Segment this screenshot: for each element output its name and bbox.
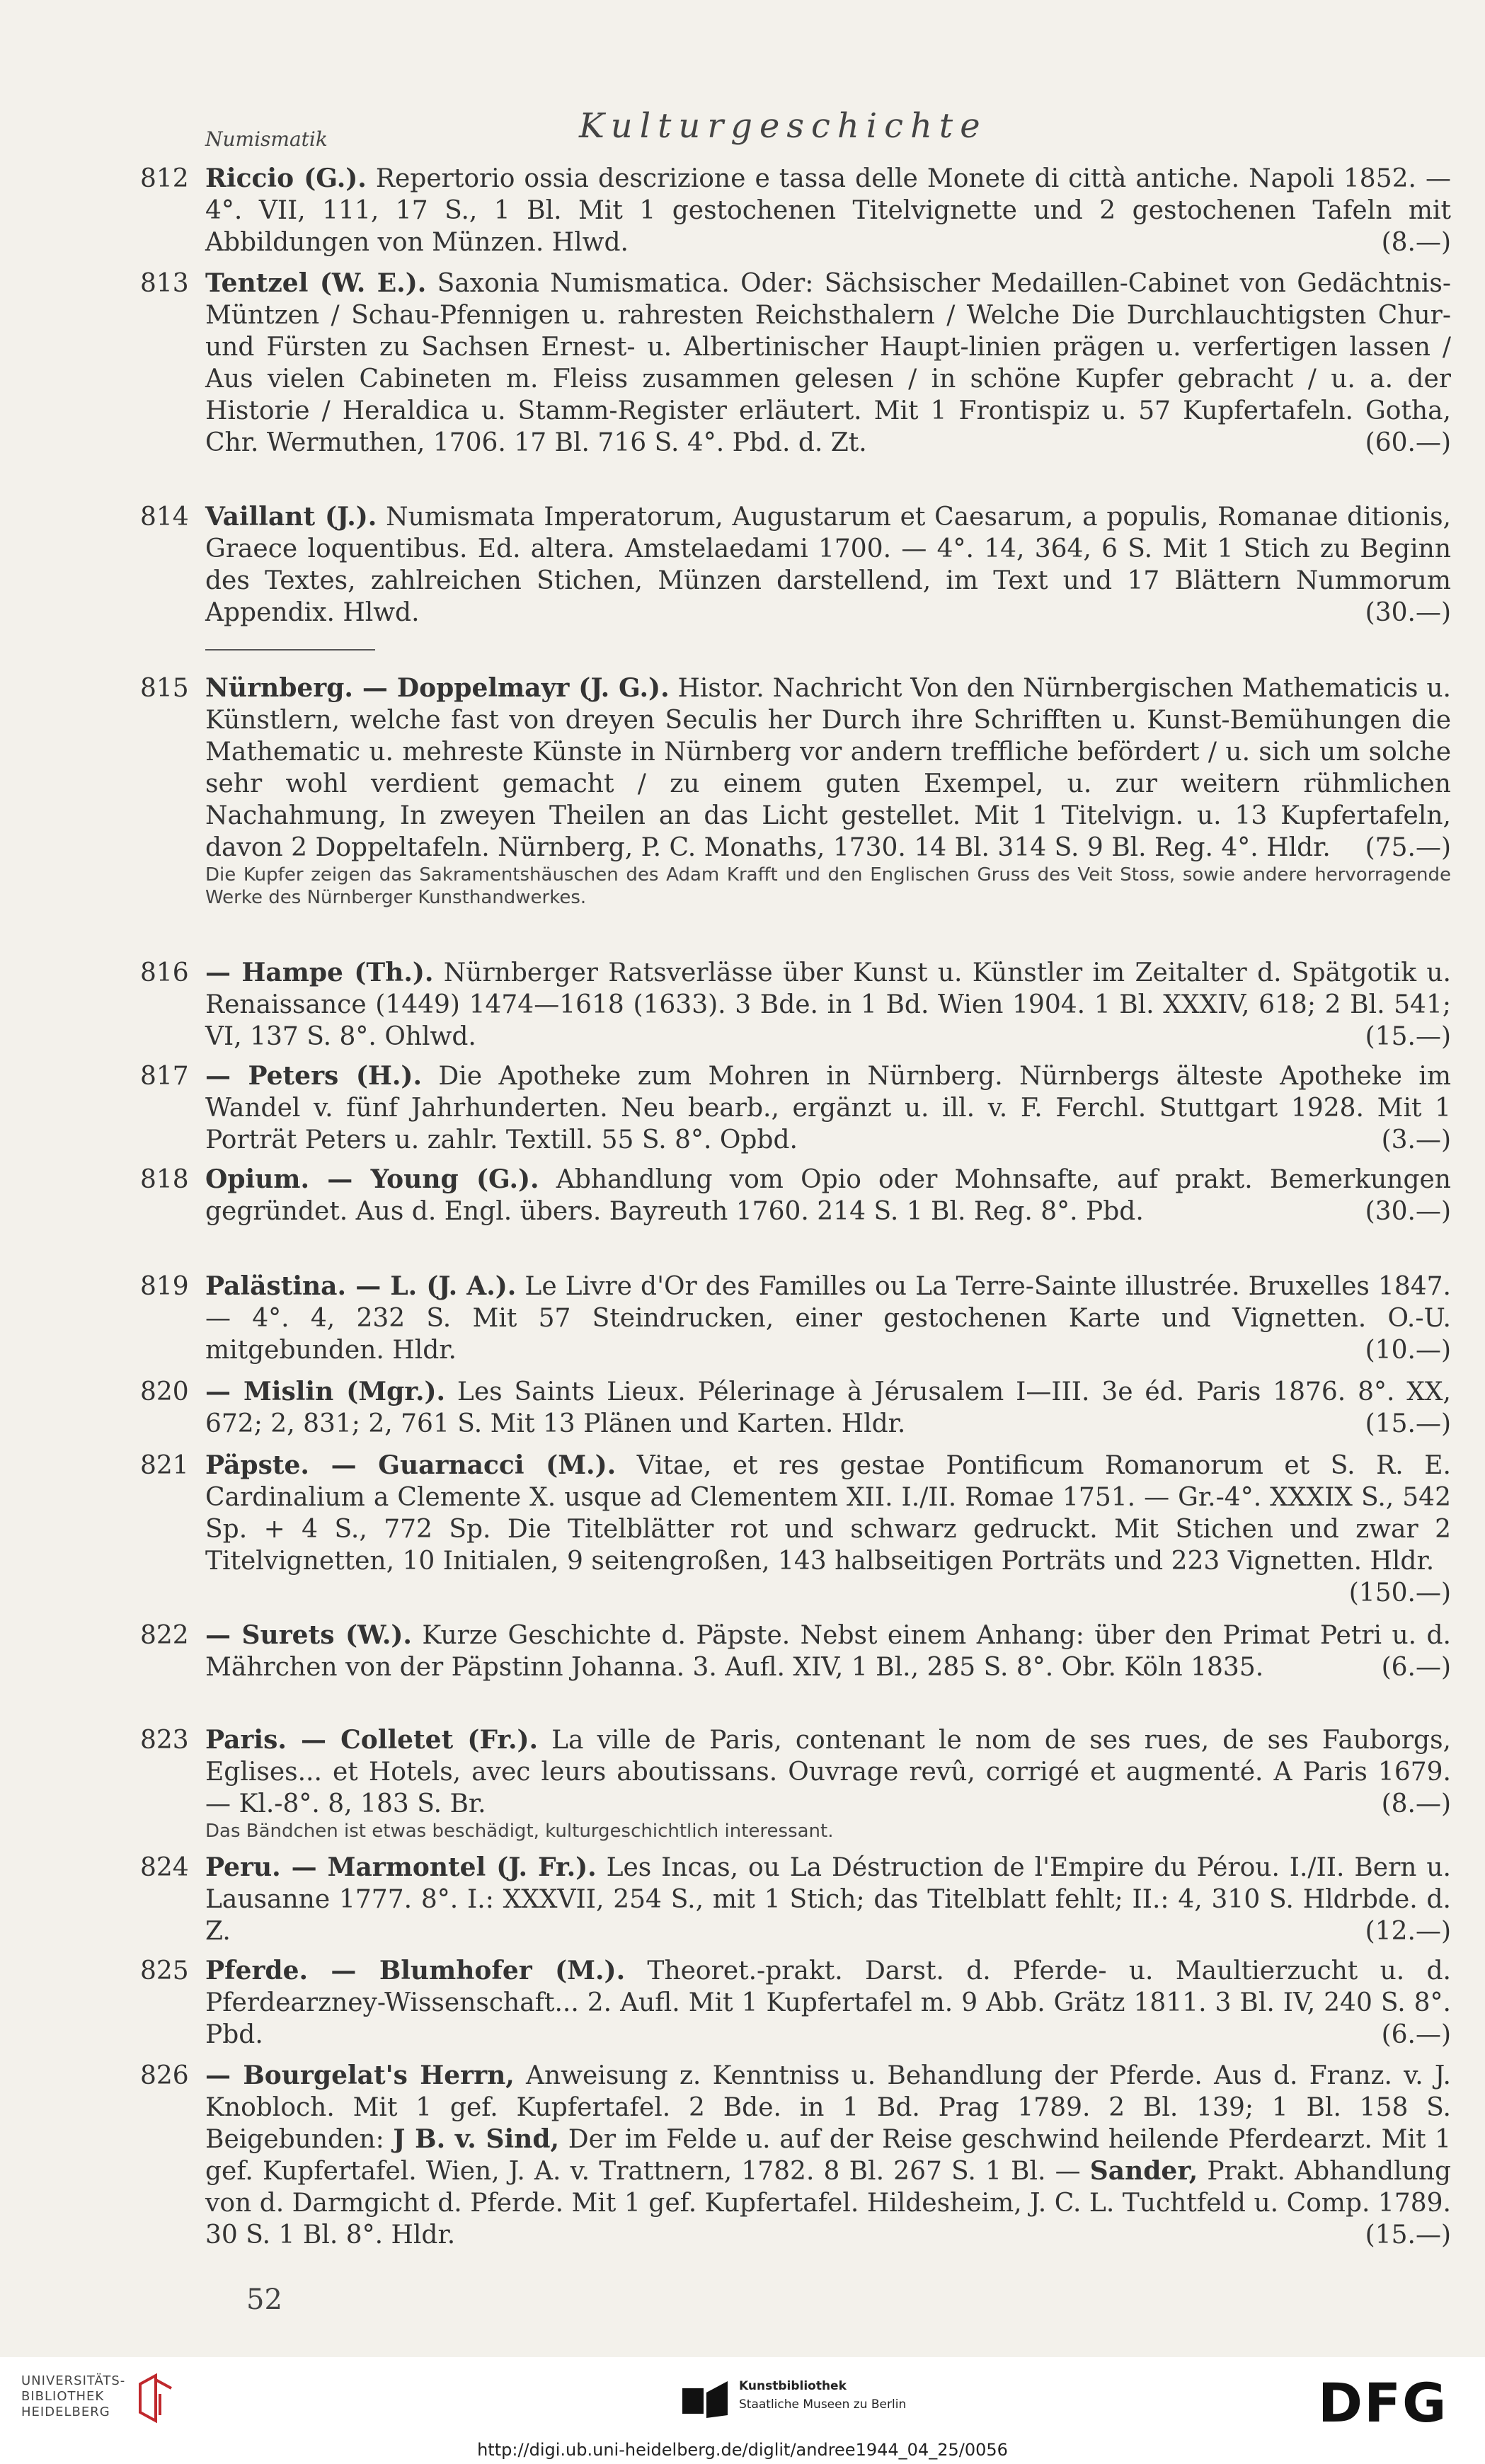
section-label: Numismatik <box>205 127 328 151</box>
entry-price: (6.—) <box>1381 1653 1451 1682</box>
entry-description: Le Livre d'Or des Familles ou La Terre-Sainte illustrée. Bruxelles 1847. — 4°. 4, 232 S. Mit 57 Steindrucken, einer gestochenen Karte und Vignetten. O.-U. mitgebunden. Hldr. <box>205 1272 1451 1365</box>
ub-heidelberg-logo <box>21 2373 125 2420</box>
entry-number: 825 <box>140 1956 189 1985</box>
entry-price: (15.—) <box>1365 1409 1451 1438</box>
entry-number: 824 <box>140 1853 189 1882</box>
entry-price: (60.—) <box>1365 428 1451 457</box>
entry-description: Numismata Imperatorum, Augustarum et Caesarum, a populis, Romanae ditionis, Graece loquentibus. Ed. altera. Amstelaedami 1700. — 4°. 14, 364, 6 S. Mit 1 Stich zu Beginn des Textes, zahlreichen Stichen, Münzen darstellend, im Text und 17 Blättern Nummorum Appendix. Hlwd. <box>205 503 1451 627</box>
entry-description: Theoret.-prakt. Darst. d. Pferde- u. Maultierzucht u. d. Pferdearzney-Wissenschaft... 2. Aufl. Mit 1 Kupfertafel m. 9 Abb. Grätz 1811. 3 Bl. IV, 240 S. 8°. Pbd. <box>205 1956 1451 2049</box>
entry-author: Peru. — Marmontel (J. Fr.). <box>205 1852 597 1882</box>
entry-description: Nürnberger Ratsverlässe über Kunst u. Künstler im Zeitalter d. Spätgotik u. Renaissance (1449) 1474—1618 (1633). 3 Bde. in 1 Bd. Wien 1904. 1 Bl. XXXIV, 618; 2 Bl. 541; VI, 137 S. 8°. Ohlwd. <box>205 958 1452 1051</box>
entry-price: (15.—) <box>1365 2221 1451 2250</box>
entry-author: — Bourgelat's Herrn, <box>205 2061 515 2090</box>
entry-number: 815 <box>140 674 189 703</box>
entry-price: (8.—) <box>1381 228 1451 257</box>
entry-description: Repertorio ossia descrizione e tassa delle Monete di città antiche. Napoli 1852. — 4°. VII, 111, 17 S., 1 Bl. Mit 1 gestochenen Titelvignette und 2 gestochenen Tafeln mit Abbildungen von Münzen. Hlwd. <box>205 164 1451 257</box>
kunstbibliothek-label <box>739 2377 906 2414</box>
entry-note: Die Kupfer zeigen das Sakramentshäuschen des Adam Krafft und den Englischen Gruss des Veit Stoss, sowie andere hervorragende Werke des Nürnberger Kunsthandwerkes. <box>205 864 1451 908</box>
entry-description: Kurze Geschichte d. Päpste. Nebst einem Anhang: über den Primat Petri u. d. Mährchen von der Päpstinn Johanna. 3. Aufl. XIV, 1 Bl., 285 S. 8°. Obr. Köln 1835. <box>205 1621 1451 1682</box>
entry-number: 822 <box>140 1621 189 1650</box>
ub-logo-line: BIBLIOTHEK <box>21 2389 105 2404</box>
entry-number: 821 <box>140 1451 189 1480</box>
entry-author: Paris. — Colletet (Fr.). <box>205 1725 539 1755</box>
entry-author: Tentzel (W. E.). <box>205 268 427 298</box>
entry-price: (30.—) <box>1365 1197 1451 1226</box>
dfg-logo: DFG <box>1318 2371 1448 2434</box>
entry-author-secondary: J B. v. Sind, <box>393 2124 560 2154</box>
entry-price: (3.—) <box>1381 1125 1451 1154</box>
entry-price: (8.—) <box>1381 1789 1451 1818</box>
entry-price: (75.—) <box>1365 833 1451 862</box>
page-number: 52 <box>246 2284 282 2316</box>
kb-subtitle: Staatliche Museen zu Berlin <box>739 2397 907 2412</box>
entry-number: 814 <box>140 503 189 532</box>
digitization-footer <box>0 2357 1485 2464</box>
entry-description: Vitae, et res gestae Pontificum Romanorum et S. R. E. Cardinalium a Clemente X. usque ad Clementem XII. I./II. Romae 1751. — Gr.-4°. XXXIX S., 542 Sp. + 4 S., 772 Sp. Die Titelblätter rot und schwarz gedruckt. Mit Stichen und zwar 2 Titelvignetten, 10 Initialen, 9 seitengroßen, 143 halbseitigen Porträts und 223 Vignetten. Hldr. <box>205 1451 1451 1576</box>
entry-price: (150.—) <box>1348 1578 1451 1608</box>
entry-number: 820 <box>140 1377 189 1406</box>
entry-description: Histor. Nachricht Von den Nürnbergischen Mathematicis u. Künstlern, welche fast von dreyen Seculis her Durch ihre Schrifften u. Kunst-Bemühungen die Mathematic u. mehreste Künste in Nürnberg vor andern treffliche befördert / u. sich um solche sehr wohl verdient gemacht / zu einem guten Exempel, u. zur weitern rühmlichen Nachahmung, In zweyen Theilen an das Licht gestellet. Mit 1 Titelvign. u. 13 Kupfertafeln, davon 2 Doppeltafeln. Nürnberg, P. C. Monaths, 1730. 14 Bl. 314 S. 9 Bl. Reg. 4°. Hldr. <box>205 674 1451 862</box>
entry-note: Das Bändchen ist etwas beschädigt, kulturgeschichtlich interessant. <box>205 1821 834 1842</box>
entry-price: (15.—) <box>1365 1022 1451 1051</box>
ub-logo-line: UNIVERSITÄTS- <box>21 2373 126 2388</box>
entry-author: — Peters (H.). <box>205 1061 422 1091</box>
entry-author: — Surets (W.). <box>205 1620 412 1650</box>
entry-author: Opium. — Young (G.). <box>205 1164 539 1194</box>
entry-number: 812 <box>140 164 189 193</box>
entry-number: 816 <box>140 958 189 987</box>
entry-description: Les Saints Lieux. Pélerinage à Jérusalem I—III. 3e éd. Paris 1876. 8°. XX, 672; 2, 831; 2, 761 S. Mit 13 Plänen und Karten. Hldr. <box>205 1377 1452 1438</box>
entry-author-tertiary: Sander, <box>1089 2156 1198 2186</box>
kb-name: Kunstbibliothek <box>739 2379 847 2393</box>
entry-description: Anweisung z. Kenntniss u. Behandlung der Pferde. Aus d. Franz. v. J. Knobloch. Mit 1 gef. Kupfertafel. 2 Bde. in 1 Bd. Prag 1789. 2 Bl. 139; 1 Bl. 158 S. Beigebunden: <box>205 2061 1451 2154</box>
entry-author: Riccio (G.). <box>205 164 367 193</box>
entry-number: 826 <box>140 2061 189 2090</box>
entry-description: Les Incas, ou La Déstruction de l'Empire du Pérou. I./II. Bern u. Lausanne 1777. 8°. I.: XXXVII, 254 S., mit 1 Stich; das Titelblatt fehlt; II.: 4, 310 S. Hldrbde. d. Z. <box>205 1853 1451 1946</box>
entry-number: 823 <box>140 1726 189 1755</box>
entry-description-tertiary: Prakt. Abhandlung von d. Darmgicht d. Pferde. Mit 1 gef. Kupfertafel. Hildesheim, J. C. L. Tuchtfeld u. Comp. 1789. 30 S. 1 Bl. 8°. Hldr. <box>205 2157 1451 2250</box>
entry-description: Die Apotheke zum Mohren in Nürnberg. Nürnbergs älteste Apotheke im Wandel v. fünf Jahrhunderten. Neu bearb., ergänzt u. ill. v. F. Ferchl. Stuttgart 1928. Mit 1 Porträt Peters u. zahlr. Textill. 55 S. 8°. Opbd. <box>205 1062 1451 1154</box>
entry-description: La ville de Paris, contenant le nom de ses rues, de ses Fauborgs, Eglises... et Hotels, avec leurs aboutissans. Ouvrage revû, corrigé et augmenté. A Paris 1679. — Kl.-8°. 8, 183 S. Br. <box>205 1726 1451 1818</box>
entry-author: — Mislin (Mgr.). <box>205 1377 446 1406</box>
entry-description: Saxonia Numismatica. Oder: Sächsischer Medaillen-Cabinet von Gedächtnis-Müntzen / Schau-Pfennigen u. rahresten Reichsthalern / Welche Die Durchlauchtigsten Chur- und Fürsten zu Sachsen Ernest- u. Albertinischer Haupt-linien prägen u. verfertigen lassen / Aus vielen Cabineten m. Fleiss zusammen gelesen / in schöne Kupfer gebracht / u. a. der Historie / Heraldica u. Stamm-Register erläutert. Mit 1 Frontispiz u. 57 Kupfertafeln. Gotha, Chr. Wermuthen, 1706. 17 Bl. 716 S. 4°. Pbd. d. Zt. <box>205 269 1451 457</box>
entry-number: 819 <box>140 1272 189 1301</box>
entry-price: (12.—) <box>1365 1917 1451 1946</box>
entry-price: (30.—) <box>1365 598 1451 627</box>
entry-author: Palästina. — L. (J. A.). <box>205 1271 517 1301</box>
kunstbibliothek-logo-icon <box>678 2378 735 2421</box>
entry-number: 813 <box>140 269 189 298</box>
entry-author: — Hampe (Th.). <box>205 958 434 987</box>
section-divider <box>205 649 375 651</box>
ub-crest-icon <box>134 2373 177 2424</box>
entry-author: Päpste. — Guarnacci (M.). <box>205 1450 617 1480</box>
ub-logo-line: HEIDELBERG <box>21 2405 110 2419</box>
entry-description: Abhandlung vom Opio oder Mohnsafte, auf prakt. Bemerkungen gegründet. Aus d. Engl. übers. Bayreuth 1760. 214 S. 1 Bl. Reg. 8°. Pbd. <box>205 1165 1451 1226</box>
source-url[interactable]: http://digi.ub.uni-heidelberg.de/diglit/andree1944_04_25/0056 <box>477 2440 1008 2460</box>
entry-author: Pferde. — Blumhofer (M.). <box>205 1956 626 1985</box>
entry-price: (10.—) <box>1365 1336 1451 1365</box>
entry-description-secondary: Der im Felde u. auf der Reise geschwind heilende Pferdearzt. Mit 1 gef. Kupfertafel. Wien, J. A. v. Trattnern, 1782. 8 Bl. 267 S. 1 Bl. — <box>205 2125 1451 2186</box>
page-title: Kulturgeschichte <box>579 106 987 146</box>
entry-number: 818 <box>140 1165 189 1194</box>
entry-author: Vaillant (J.). <box>205 502 377 532</box>
entry-number: 817 <box>140 1062 189 1091</box>
entry-author: Nürnberg. — Doppelmayr (J. G.). <box>205 673 670 703</box>
entry-price: (6.—) <box>1381 2020 1451 2049</box>
